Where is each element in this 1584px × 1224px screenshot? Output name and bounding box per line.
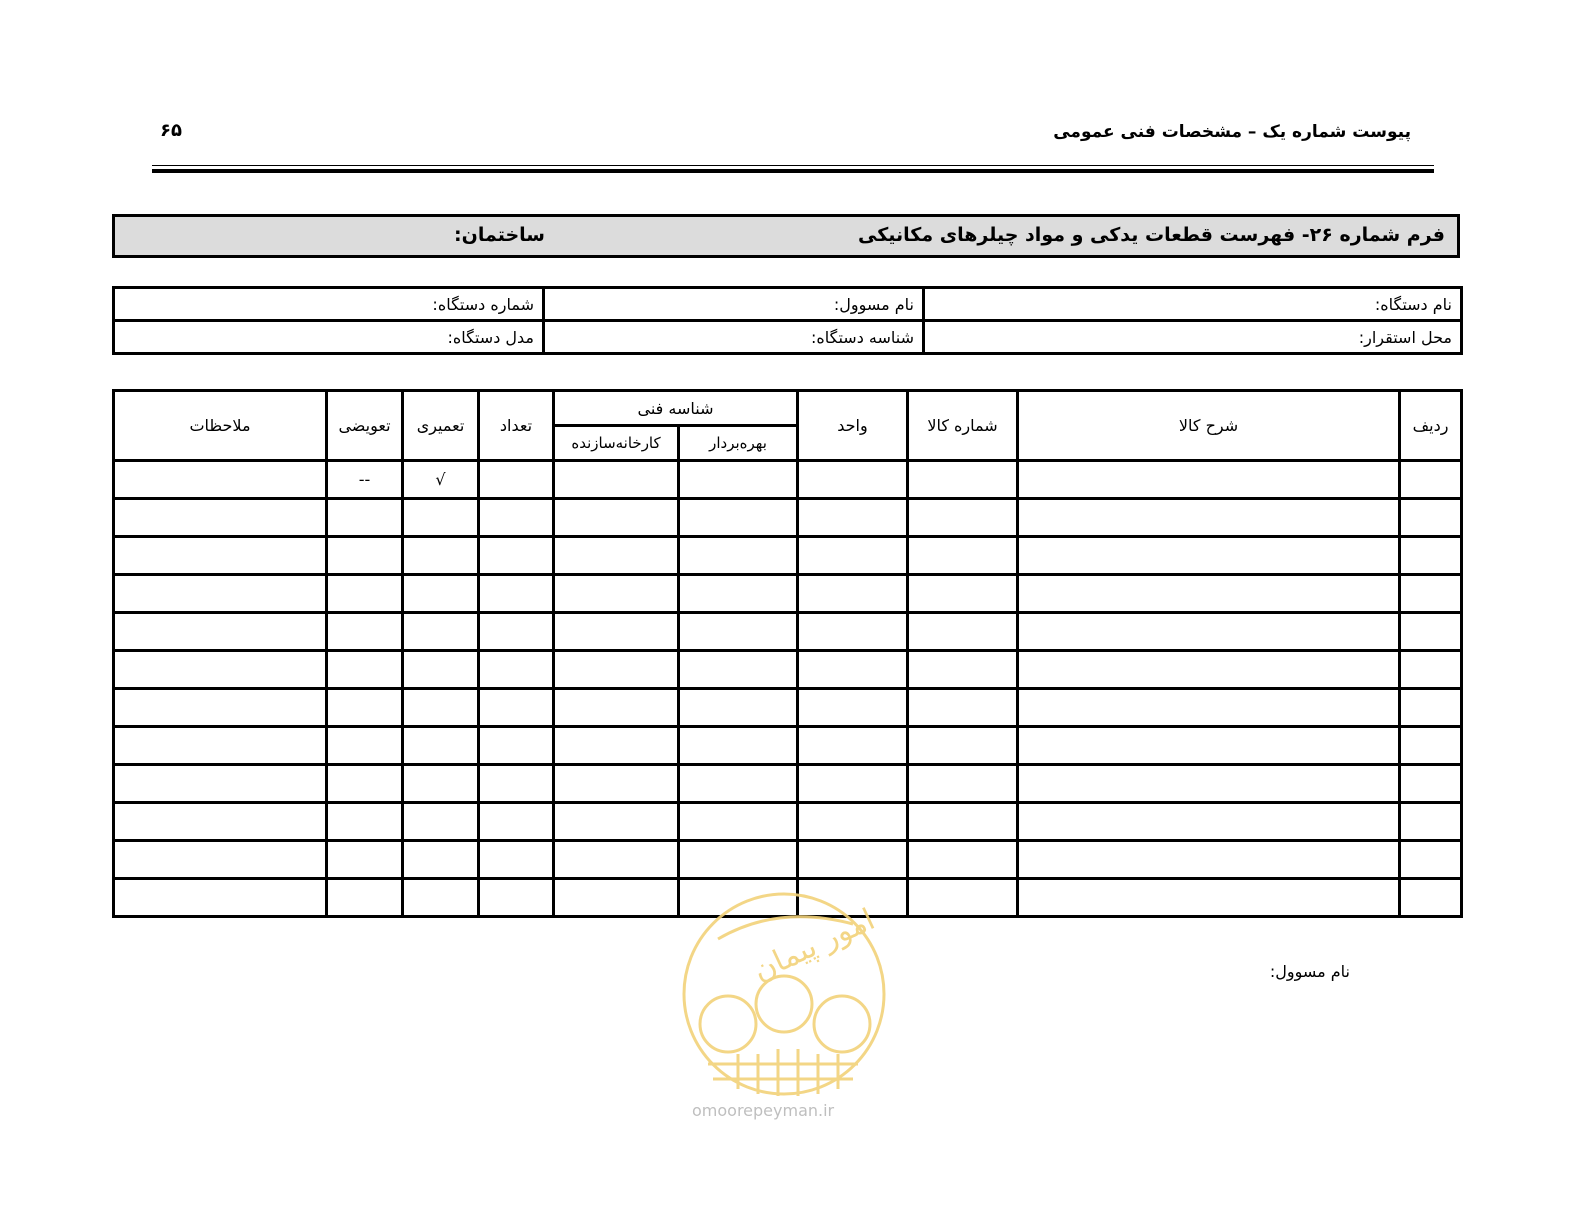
table-row xyxy=(114,537,1462,575)
cell-operator[interactable] xyxy=(679,499,798,537)
cell-unit[interactable] xyxy=(798,499,908,537)
cell-repairable[interactable] xyxy=(403,727,479,765)
cell-unit[interactable] xyxy=(798,537,908,575)
cell-description[interactable] xyxy=(1018,765,1400,803)
header-notes: ملاحظات xyxy=(114,391,327,461)
cell-repairable[interactable] xyxy=(403,537,479,575)
cell-row[interactable] xyxy=(1400,537,1462,575)
header-rule-thin xyxy=(152,165,1434,166)
cell-item-number[interactable] xyxy=(908,879,1018,917)
footer-responsible-label: نام مسوول: xyxy=(1269,962,1350,981)
cell-quantity[interactable] xyxy=(479,727,554,765)
cell-item-number[interactable] xyxy=(908,499,1018,537)
cell-replaceable[interactable] xyxy=(327,613,403,651)
cell-manufacturer[interactable] xyxy=(554,575,679,613)
cell-manufacturer[interactable] xyxy=(554,651,679,689)
cell-notes[interactable] xyxy=(114,499,327,537)
cell-item-number[interactable] xyxy=(908,841,1018,879)
cell-manufacturer[interactable] xyxy=(554,499,679,537)
cell-repairable[interactable] xyxy=(403,841,479,879)
cell-repairable[interactable] xyxy=(403,879,479,917)
cell-notes[interactable] xyxy=(114,841,327,879)
location-field[interactable] xyxy=(924,321,1462,354)
cell-operator[interactable] xyxy=(679,537,798,575)
cell-repairable[interactable] xyxy=(403,651,479,689)
cell-manufacturer[interactable] xyxy=(554,461,679,499)
cell-row[interactable] xyxy=(1400,613,1462,651)
cell-replaceable[interactable] xyxy=(327,841,403,879)
cell-manufacturer[interactable] xyxy=(554,537,679,575)
table-row xyxy=(114,461,1462,499)
cell-row[interactable] xyxy=(1400,689,1462,727)
cell-replaceable[interactable] xyxy=(327,879,403,917)
cell-item-number[interactable] xyxy=(908,613,1018,651)
cell-repairable[interactable] xyxy=(403,803,479,841)
table-row xyxy=(114,727,1462,765)
cell-description[interactable] xyxy=(1018,879,1400,917)
cell-notes[interactable] xyxy=(114,879,327,917)
device-name-field[interactable] xyxy=(924,288,1462,321)
device-id-label: شناسه دستگاه: xyxy=(810,327,914,347)
cell-operator[interactable] xyxy=(679,461,798,499)
device-model-field[interactable] xyxy=(114,321,544,354)
cell-unit[interactable] xyxy=(798,841,908,879)
cell-quantity[interactable] xyxy=(479,499,554,537)
page-number: ۶۵ xyxy=(160,120,182,141)
header-description: شرح کالا xyxy=(1018,391,1400,461)
cell-replaceable[interactable] xyxy=(327,499,403,537)
watermark-logo xyxy=(678,884,890,1134)
cell-operator[interactable] xyxy=(679,651,798,689)
device-number-field[interactable] xyxy=(114,288,544,321)
cell-manufacturer[interactable] xyxy=(554,803,679,841)
cell-replaceable[interactable] xyxy=(327,651,403,689)
device-name-label: نام دستگاه: xyxy=(1374,294,1452,314)
cell-notes[interactable] xyxy=(114,689,327,727)
cell-quantity[interactable] xyxy=(479,841,554,879)
table-row xyxy=(114,689,1462,727)
table-row xyxy=(114,841,1462,879)
cell-notes[interactable] xyxy=(114,537,327,575)
cell-row[interactable] xyxy=(1400,651,1462,689)
cell-unit[interactable] xyxy=(798,727,908,765)
cell-replaceable[interactable] xyxy=(327,803,403,841)
cell-description[interactable] xyxy=(1018,803,1400,841)
cell-description[interactable] xyxy=(1018,727,1400,765)
cell-repairable[interactable]: √ xyxy=(403,461,479,499)
cell-manufacturer[interactable] xyxy=(554,879,679,917)
cell-row[interactable] xyxy=(1400,499,1462,537)
cell-description[interactable] xyxy=(1018,537,1400,575)
cell-notes[interactable] xyxy=(114,613,327,651)
cell-item-number[interactable] xyxy=(908,689,1018,727)
cell-unit[interactable] xyxy=(798,689,908,727)
cell-notes[interactable] xyxy=(114,803,327,841)
device-model-label: مدل دستگاه: xyxy=(447,327,534,347)
cell-repairable[interactable] xyxy=(403,765,479,803)
header-rule-thick xyxy=(152,169,1434,173)
cell-repairable[interactable] xyxy=(403,689,479,727)
cell-notes[interactable] xyxy=(114,765,327,803)
cell-description[interactable] xyxy=(1018,461,1400,499)
cell-description[interactable] xyxy=(1018,841,1400,879)
cell-replaceable[interactable] xyxy=(327,689,403,727)
cell-description[interactable] xyxy=(1018,651,1400,689)
header-item-number: شماره کالا xyxy=(908,391,1018,461)
cell-operator[interactable] xyxy=(679,613,798,651)
header-quantity: تعداد xyxy=(479,391,554,461)
cell-row[interactable] xyxy=(1400,841,1462,879)
responsible-name-label: نام مسوول: xyxy=(833,294,914,314)
cell-operator[interactable] xyxy=(679,841,798,879)
responsible-name-field[interactable] xyxy=(544,288,924,321)
cell-row[interactable] xyxy=(1400,727,1462,765)
cell-manufacturer[interactable] xyxy=(554,689,679,727)
cell-quantity[interactable] xyxy=(479,651,554,689)
cell-item-number[interactable] xyxy=(908,651,1018,689)
cell-operator[interactable] xyxy=(679,575,798,613)
cell-item-number[interactable] xyxy=(908,537,1018,575)
building-label: ساختمان: xyxy=(454,224,545,246)
cell-operator[interactable] xyxy=(679,727,798,765)
cell-replaceable[interactable] xyxy=(327,727,403,765)
cell-unit[interactable] xyxy=(798,461,908,499)
form-title: فرم شماره ۲۶- فهرست قطعات یدکی و مواد چیلرهای مکانیکی xyxy=(857,224,1445,246)
cell-manufacturer[interactable] xyxy=(554,613,679,651)
cell-operator[interactable] xyxy=(679,765,798,803)
watermark-text: omoorepeyman.ir xyxy=(692,1101,835,1120)
table-row xyxy=(114,803,1462,841)
cell-replaceable[interactable] xyxy=(327,765,403,803)
cell-quantity[interactable] xyxy=(479,765,554,803)
cell-unit[interactable] xyxy=(798,613,908,651)
table-row xyxy=(114,575,1462,613)
cell-quantity[interactable] xyxy=(479,803,554,841)
cell-replaceable[interactable] xyxy=(327,575,403,613)
cell-notes[interactable] xyxy=(114,727,327,765)
device-number-label: شماره دستگاه: xyxy=(432,294,534,314)
table-row xyxy=(114,765,1462,803)
cell-quantity[interactable] xyxy=(479,689,554,727)
header-operator: بهره‌بردار xyxy=(679,426,798,461)
header-tech-id: شناسه فنی xyxy=(554,391,798,426)
cell-description[interactable] xyxy=(1018,689,1400,727)
header-row-number: ردیف xyxy=(1400,391,1462,461)
cell-operator[interactable] xyxy=(679,803,798,841)
location-label: محل استقرار: xyxy=(1358,327,1452,347)
cell-item-number[interactable] xyxy=(908,765,1018,803)
cell-repairable[interactable] xyxy=(403,613,479,651)
cell-unit[interactable] xyxy=(798,575,908,613)
cell-operator[interactable] xyxy=(679,689,798,727)
cell-repairable[interactable] xyxy=(403,575,479,613)
watermark-logo-text: امور پیمان xyxy=(747,902,881,989)
cell-replaceable[interactable] xyxy=(327,537,403,575)
cell-row[interactable] xyxy=(1400,461,1462,499)
cell-quantity[interactable] xyxy=(479,613,554,651)
cell-item-number[interactable] xyxy=(908,727,1018,765)
cell-unit[interactable] xyxy=(798,803,908,841)
cell-notes[interactable] xyxy=(114,575,327,613)
cell-replaceable[interactable]: -- xyxy=(327,461,403,499)
cell-description[interactable] xyxy=(1018,575,1400,613)
cell-row[interactable] xyxy=(1400,575,1462,613)
cell-item-number[interactable] xyxy=(908,575,1018,613)
header-unit: واحد xyxy=(798,391,908,461)
cell-notes[interactable] xyxy=(114,461,327,499)
cell-description[interactable] xyxy=(1018,613,1400,651)
cell-row[interactable] xyxy=(1400,803,1462,841)
cell-item-number[interactable] xyxy=(908,803,1018,841)
table-row xyxy=(114,499,1462,537)
form-title-box xyxy=(112,214,1460,258)
cell-manufacturer[interactable] xyxy=(554,841,679,879)
header-replaceable: تعویضی xyxy=(327,391,403,461)
cell-manufacturer[interactable] xyxy=(554,727,679,765)
cell-row[interactable] xyxy=(1400,879,1462,917)
cell-item-number[interactable] xyxy=(908,461,1018,499)
spare-parts-table xyxy=(112,389,1463,918)
cell-manufacturer[interactable] xyxy=(554,765,679,803)
table-row xyxy=(114,651,1462,689)
header-title: پیوست شماره یک – مشخصات فنی عمومی xyxy=(1053,122,1411,142)
cell-notes[interactable] xyxy=(114,651,327,689)
cell-row[interactable] xyxy=(1400,765,1462,803)
device-info-table xyxy=(112,286,1463,355)
cell-quantity[interactable] xyxy=(479,537,554,575)
cell-quantity[interactable] xyxy=(479,575,554,613)
cell-quantity[interactable] xyxy=(479,461,554,499)
cell-repairable[interactable] xyxy=(403,499,479,537)
cell-quantity[interactable] xyxy=(479,879,554,917)
cell-description[interactable] xyxy=(1018,499,1400,537)
cell-unit[interactable] xyxy=(798,651,908,689)
header-manufacturer: کارخانه‌سازنده xyxy=(554,426,679,461)
header-repairable: تعمیری xyxy=(403,391,479,461)
device-id-field[interactable] xyxy=(544,321,924,354)
table-row xyxy=(114,613,1462,651)
cell-unit[interactable] xyxy=(798,765,908,803)
